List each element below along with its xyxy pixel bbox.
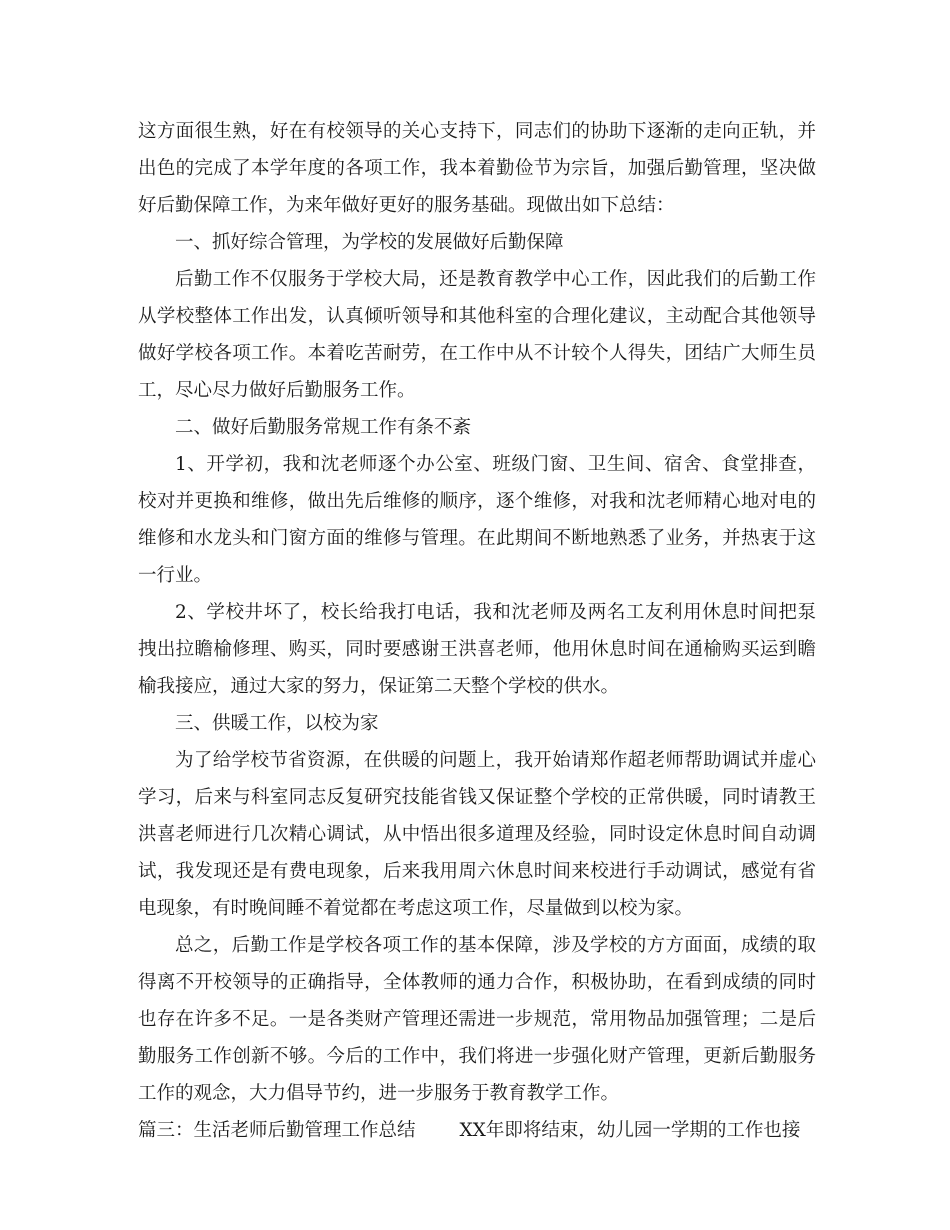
text-line: 二、做好后勤服务常规工作有条不紊	[175, 417, 472, 438]
text-line: 后勤工作不仅服务于学校大局，还是教育教学中心工作，因此我们的后勤工作	[175, 269, 816, 290]
text-line: 这方面很生熟，好在有校领导的关心支持下，同志们的协助下逐渐的走向正轨，并	[138, 121, 816, 142]
text-line: 1、开学初，我和沈老师逐个办公室、班级门窗、卫生间、宿舍、食堂排查，	[175, 454, 816, 475]
section-title-line	[138, 1112, 816, 1149]
text-line: 得离不开校领导的正确指导，全体教师的通力合作，积极协助，在看到成绩的同时	[138, 972, 816, 993]
text-line: 出色的完成了本学年度的各项工作，我本着勤俭节为宗旨，加强后勤管理，坚决做	[138, 158, 816, 179]
text-line: 拽出拉瞻榆修理、购买，同时要感谢王洪喜老师，他用休息时间在通榆购买运到瞻	[138, 639, 816, 660]
document-body	[138, 113, 816, 1149]
text-line: 电现象，有时晚间睡不着觉都在考虑这项工作，尽量做到以校为家。	[138, 898, 694, 919]
text-line: 一行业。	[138, 565, 213, 586]
section-title: 篇三：生活老师后勤管理工作总结	[138, 1120, 416, 1141]
text-line: 维修和水龙头和门窗方面的维修与管理。在此期间不断地熟悉了业务，并热衷于这	[138, 528, 816, 549]
text-line: 学习，后来与科室同志反复研究技能省钱又保证整个学校的正常供暖，同时请教王	[138, 787, 816, 808]
section-intro-text: XX年即将结束，幼儿园一学期的工作也接	[459, 1120, 801, 1141]
text-line: 总之，后勤工作是学校各项工作的基本保障，涉及学校的方方面面，成绩的取	[175, 935, 816, 956]
text-line: 工，尽心尽力做好后勤服务工作。	[138, 380, 416, 401]
text-line: 好后勤保障工作，为来年做好更好的服务基础。现做出如下总结：	[138, 195, 675, 216]
text-line: 校对并更换和维修，做出先后维修的顺序，逐个维修，对我和沈老师精心地对电的	[138, 491, 816, 512]
text-line: 洪喜老师进行几次精心调试，从中悟出很多道理及经验，同时设定休息时间自动调	[138, 824, 816, 845]
text-line: 工作的观念，大力倡导节约，进一步服务于教育教学工作。	[138, 1083, 620, 1104]
text-line: 榆我接应，通过大家的努力，保证第二天整个学校的供水。	[138, 676, 620, 697]
text-line: 也存在许多不足。一是各类财产管理还需进一步规范，常用物品加强管理；二是后	[138, 1009, 816, 1030]
text-line: 2、学校井坏了，校长给我打电话，我和沈老师及两名工友利用休息时间把泵	[175, 602, 816, 623]
text-line: 三、供暖工作，以校为家	[175, 713, 379, 734]
text-line: 试，我发现还是有费电现象，后来我用周六休息时间来校进行手动调试，感觉有省	[138, 861, 816, 882]
text-line: 勤服务工作创新不够。今后的工作中，我们将进一步强化财产管理，更新后勤服务	[138, 1046, 816, 1067]
text-line: 做好学校各项工作。本着吃苦耐劳，在工作中从不计较个人得失，团结广大师生员	[138, 343, 816, 364]
text-line: 从学校整体工作出发，认真倾听领导和其他科室的合理化建议，主动配合其他领导	[138, 306, 816, 327]
text-line: 为了给学校节省资源，在供暖的问题上，我开始请郑作超老师帮助调试并虚心	[175, 750, 816, 771]
text-line: 一、抓好综合管理，为学校的发展做好后勤保障	[175, 232, 564, 253]
